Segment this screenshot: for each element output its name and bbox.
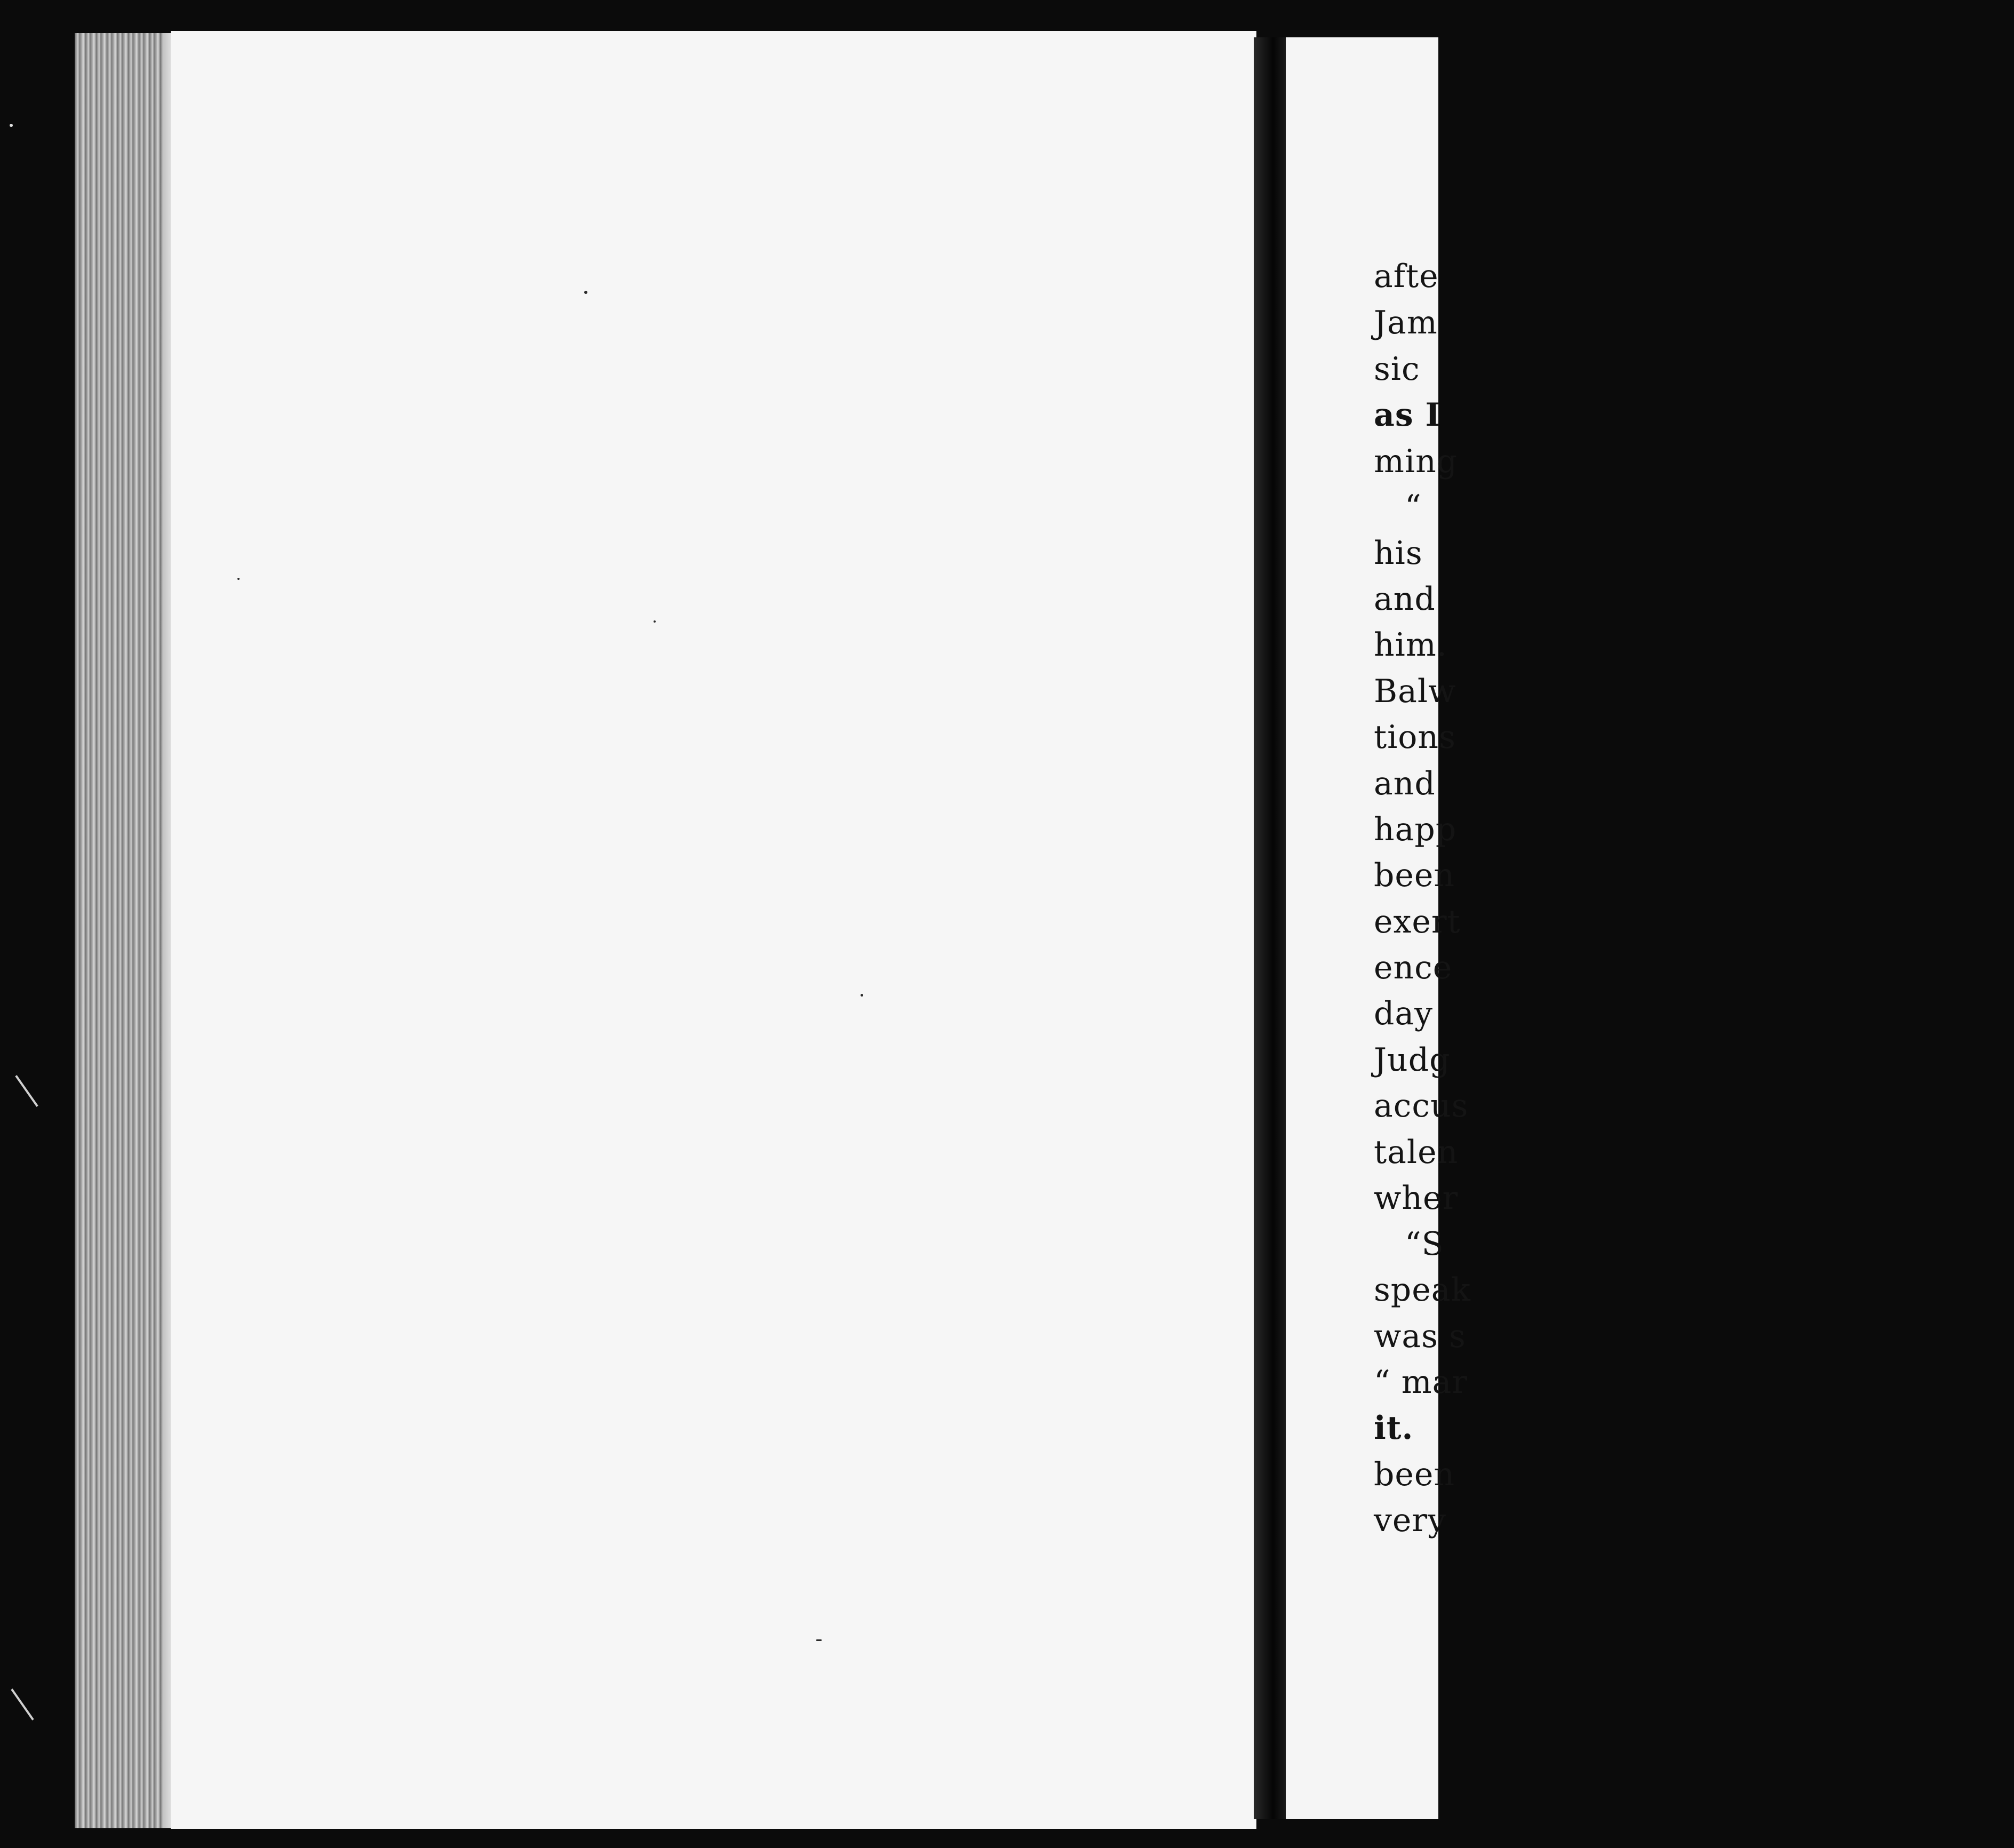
text-line: sic bbox=[1374, 351, 1420, 388]
text-line: Judg bbox=[1374, 1041, 1451, 1079]
text-line: tions bbox=[1374, 719, 1456, 756]
speck bbox=[654, 620, 656, 623]
text-line: accus bbox=[1374, 1087, 1469, 1125]
text-line: “ mar bbox=[1374, 1364, 1468, 1401]
text-line: afte bbox=[1374, 258, 1439, 295]
text-line: exert bbox=[1374, 903, 1461, 941]
text-line: it. bbox=[1374, 1409, 1414, 1447]
left-page-blank bbox=[171, 31, 1256, 1829]
text-line: Balw bbox=[1374, 673, 1456, 710]
text-line: happ bbox=[1374, 811, 1457, 848]
text-line: ming bbox=[1374, 443, 1458, 480]
text-line: him. bbox=[1374, 626, 1447, 664]
text-line: talen bbox=[1374, 1134, 1459, 1171]
speck bbox=[861, 994, 863, 997]
text-line: and bbox=[1374, 580, 1436, 618]
edge-mark bbox=[15, 1075, 38, 1107]
edge-mark bbox=[11, 1688, 34, 1720]
text-line: speak bbox=[1374, 1271, 1471, 1309]
text-line: day bbox=[1374, 995, 1434, 1032]
speck bbox=[816, 1639, 822, 1641]
page-edges bbox=[75, 33, 176, 1828]
speck bbox=[10, 124, 13, 127]
right-page bbox=[1286, 37, 1471, 1819]
text-line: Jam bbox=[1374, 304, 1438, 341]
text-line: been bbox=[1374, 1456, 1455, 1493]
text-line: “ bbox=[1405, 488, 1422, 525]
book-gutter bbox=[1254, 37, 1286, 1819]
text-line: very bbox=[1374, 1502, 1446, 1539]
text-line: as I bbox=[1374, 396, 1441, 434]
text-line: his bbox=[1374, 535, 1423, 572]
speck bbox=[584, 291, 587, 294]
text-line: been bbox=[1374, 857, 1455, 894]
text-line: wher bbox=[1374, 1180, 1459, 1217]
text-line: ence bbox=[1374, 949, 1453, 986]
speck bbox=[237, 578, 240, 580]
text-line: “S bbox=[1405, 1225, 1444, 1263]
text-line: was s bbox=[1374, 1318, 1466, 1355]
text-line: and bbox=[1374, 765, 1436, 802]
